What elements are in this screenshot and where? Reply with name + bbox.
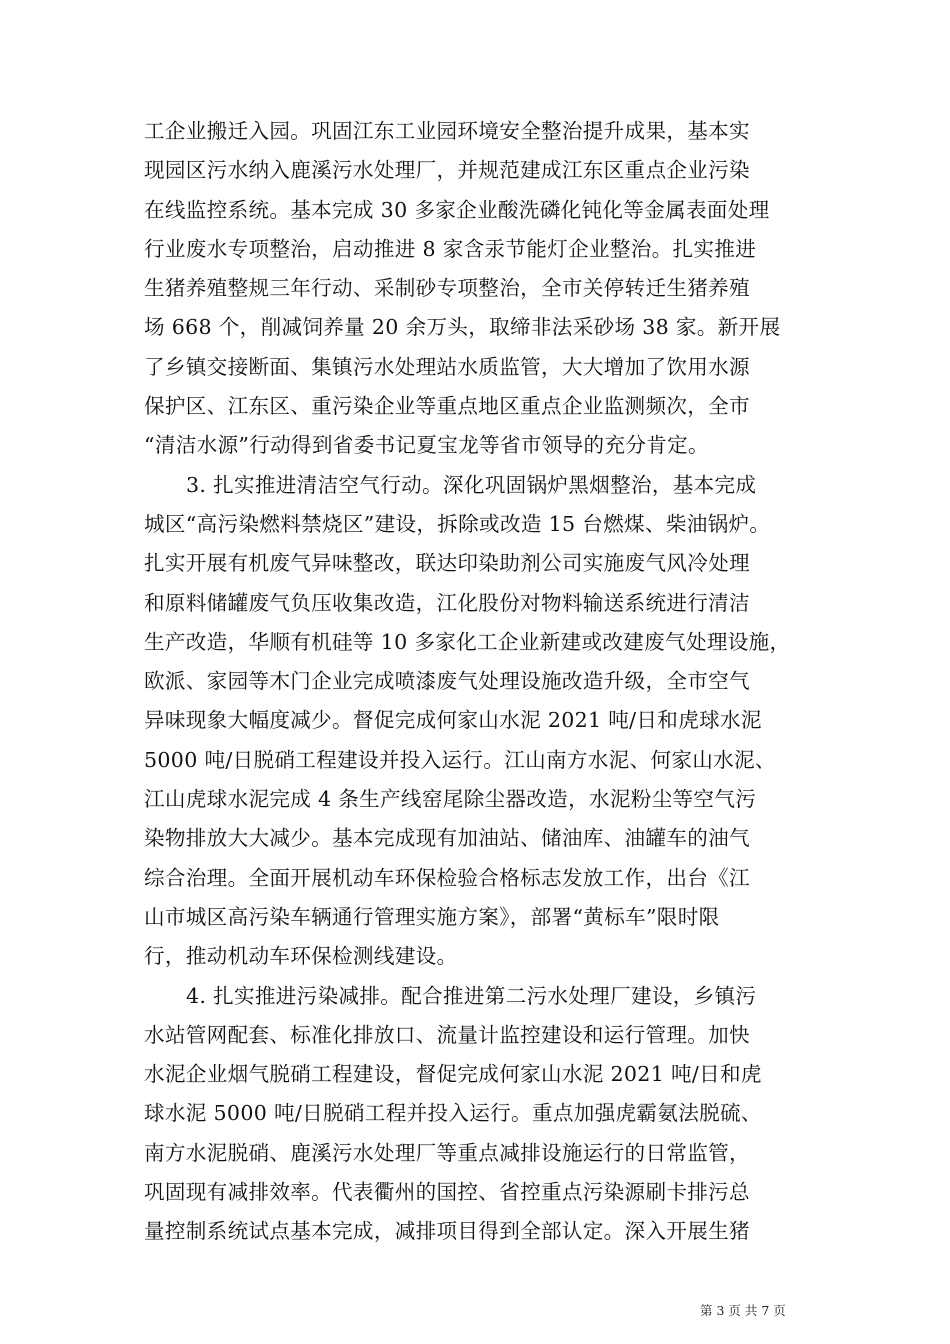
text-line: 保护区、江东区、重污染企业等重点地区重点企业监测频次，全市 — [144, 394, 750, 419]
paragraph-emission-reduction — [144, 977, 806, 1252]
document-page — [144, 112, 806, 1252]
text-line: 行业废水专项整治，启动推进 8 家含汞节能灯企业整治。扎实推进 — [144, 236, 757, 261]
text-line: 江山虎球水泥完成 4 条生产线窑尾除尘器改造，水泥粉尘等空气污 — [144, 787, 757, 812]
text-line: 山市城区高污染车辆通行管理实施方案》，部署“黄标车”限时限 — [144, 904, 720, 929]
text-line: 欧派、家园等木门企业完成喷漆废气处理设施改造升级，全市空气 — [144, 669, 750, 694]
text-line: 生猪养殖整规三年行动、采制砂专项整治，全市关停转迁生猪养殖 — [144, 276, 750, 301]
page-number-footer: 第 3 页 共 7 页 — [700, 1303, 786, 1318]
text-line: 场 668 个，削减饲养量 20 余万头，取缔非法采砂场 38 家。新开展 — [144, 315, 781, 340]
section-heading-line: 4. 扎实推进污染减排。配合推进第二污水处理厂建设，乡镇污 — [186, 983, 757, 1008]
text-line: 水站管网配套、标准化排放口、流量计监控建设和运行管理。加快 — [144, 1022, 750, 1047]
text-line: 量控制系统试点基本完成，减排项目得到全部认定。深入开展生猪 — [144, 1219, 750, 1244]
text-line: 和原料储罐废气负压收集改造，江化股份对物料输送系统进行清洁 — [144, 590, 750, 615]
paragraph-clean-air — [144, 466, 806, 977]
text-line: 5000 吨/日脱硝工程建设并投入运行。江山南方水泥、何家山水泥、 — [144, 747, 776, 772]
text-line: 染物排放大大减少。基本完成现有加油站、储油库、油罐车的油气 — [144, 826, 750, 851]
section-heading-line: 3. 扎实推进清洁空气行动。深化巩固锅炉黑烟整治，基本完成 — [186, 472, 757, 497]
text-line: 巩固现有减排效率。代表衢州的国控、省控重点污染源刷卡排污总 — [144, 1180, 750, 1205]
text-line: 生产改造，华顺有机硅等 10 多家化工企业新建或改建废气处理设施， — [144, 629, 791, 654]
text-line: 水泥企业烟气脱硝工程建设，督促完成何家山水泥 2021 吨/日和虎 — [144, 1062, 762, 1087]
text-line: “清洁水源”行动得到省委书记夏宝龙等省市领导的充分肯定。 — [144, 433, 709, 458]
paragraph-water — [144, 112, 806, 466]
text-line: 综合治理。全面开展机动车环保检验合格标志发放工作，出台《江 — [144, 865, 750, 890]
text-line: 行，推动机动车环保检测线建设。 — [144, 944, 458, 969]
text-line: 异味现象大幅度减少。督促完成何家山水泥 2021 吨/日和虎球水泥 — [144, 708, 762, 733]
text-line: 在线监控系统。基本完成 30 多家企业酸洗磷化钝化等金属表面处理 — [144, 197, 770, 222]
text-line: 工企业搬迁入园。巩固江东工业园环境安全整治提升成果，基本实 — [144, 119, 750, 143]
text-line: 扎实开展有机废气异味整改，联达印染助剂公司实施废气风冷处理 — [144, 551, 750, 576]
text-line: 城区“高污染燃料禁烧区”建设，拆除或改造 15 台燃煤、柴油锅炉。 — [144, 511, 771, 536]
text-line: 南方水泥脱硝、鹿溪污水处理厂等重点减排设施运行的日常监管， — [144, 1140, 750, 1165]
text-line: 现园区污水纳入鹿溪污水处理厂，并规范建成江东区重点企业污染 — [144, 158, 750, 183]
text-line: 了乡镇交接断面、集镇污水处理站水质监管，大大增加了饮用水源 — [144, 354, 750, 379]
text-line: 球水泥 5000 吨/日脱硝工程并投入运行。重点加强虎霸氨法脱硫、 — [144, 1101, 762, 1126]
